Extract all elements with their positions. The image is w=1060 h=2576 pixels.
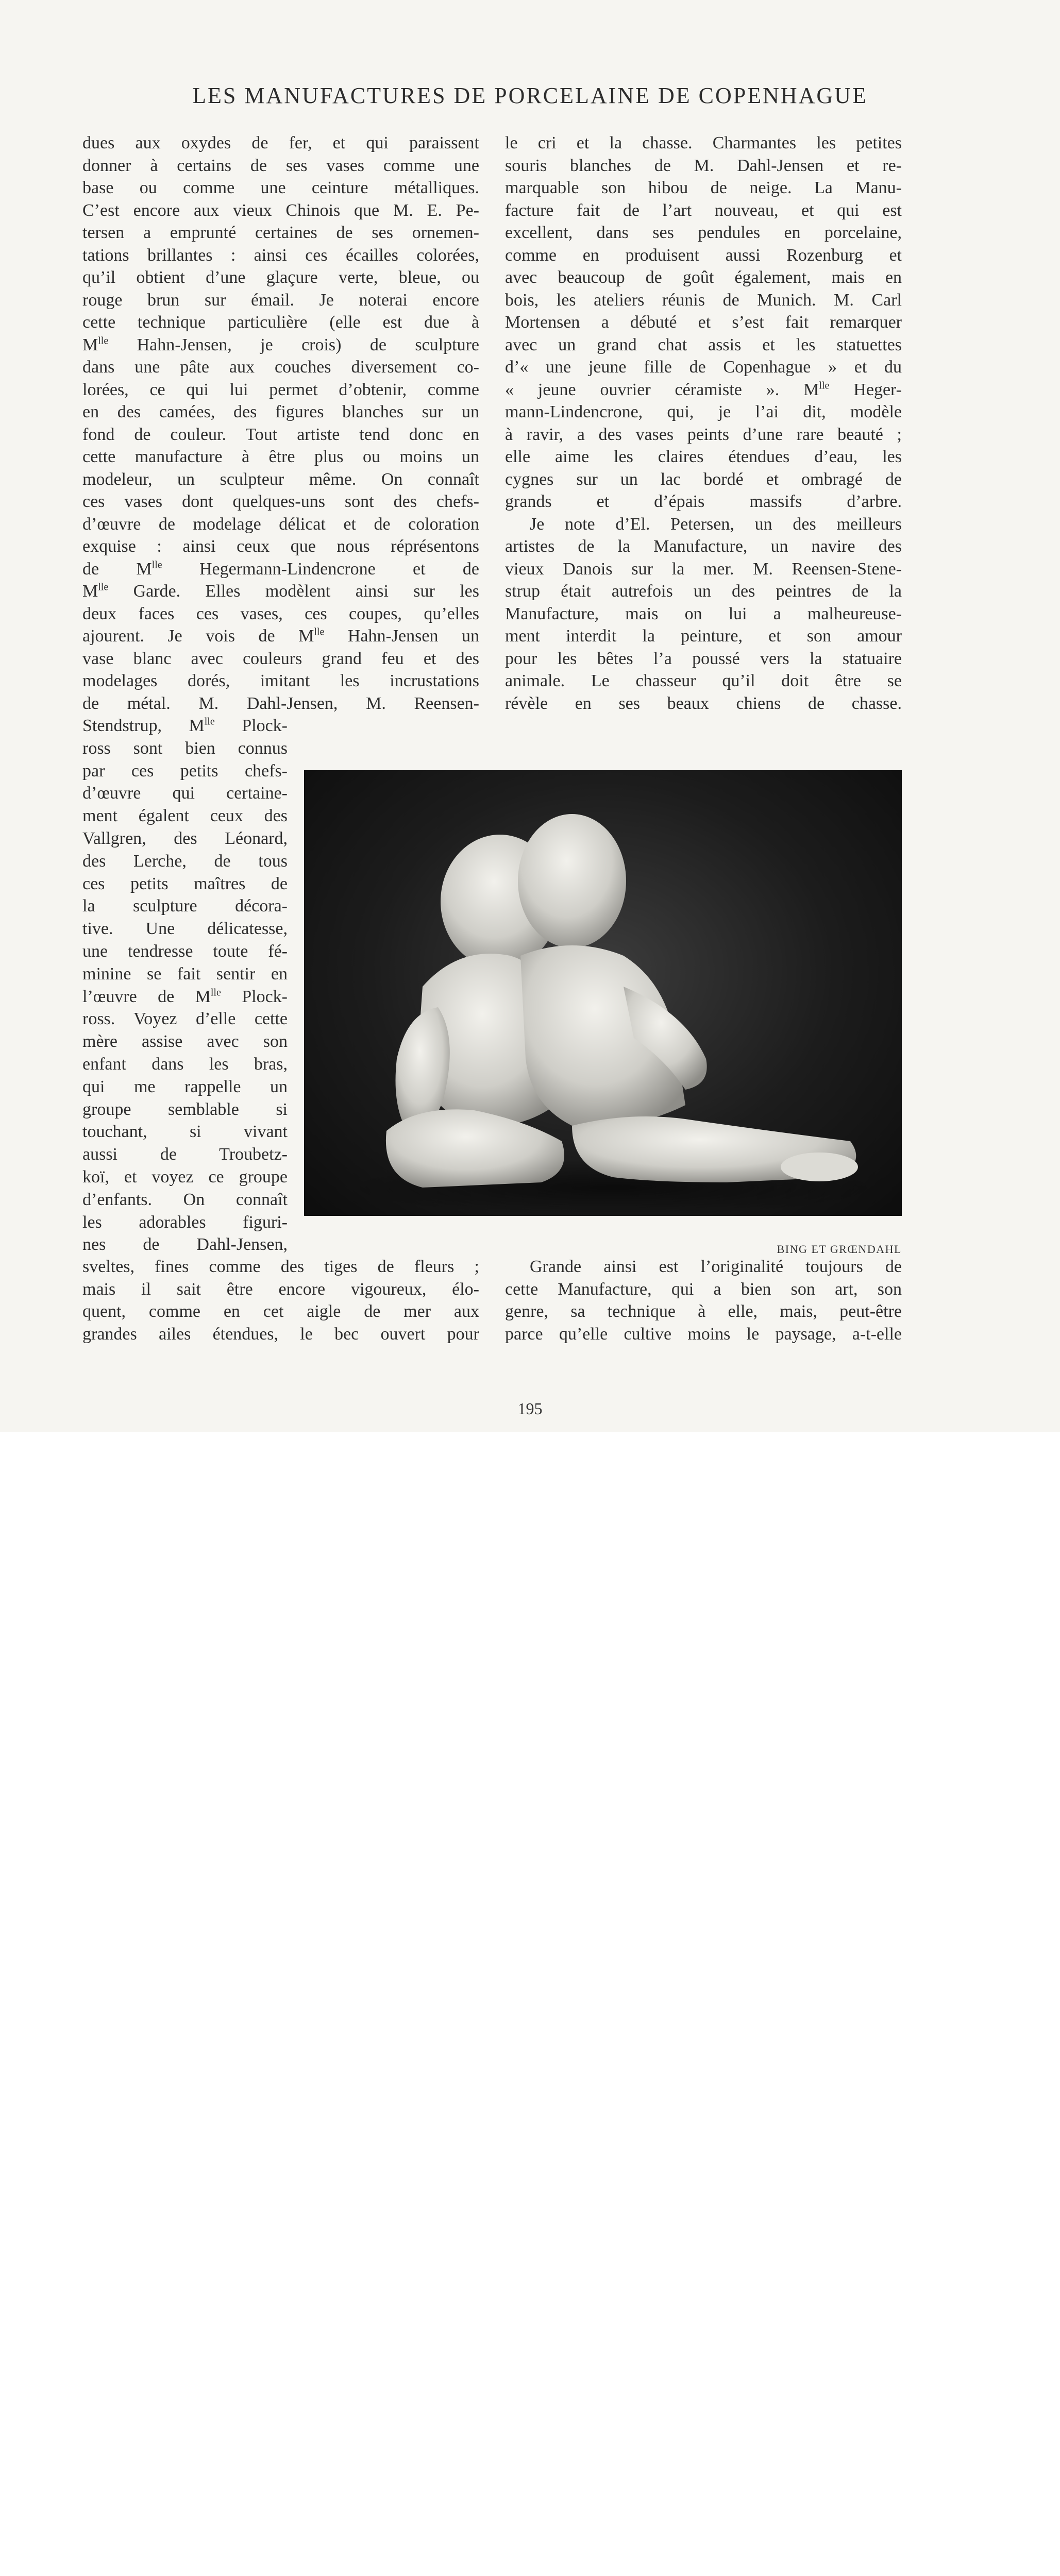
text-line: mais il sait être encore vigoureux, élo- [82, 1279, 479, 1299]
text-line: koï, et voyez ce groupe [82, 1167, 288, 1187]
text-line: artistes de la Manufacture, un navire des [505, 537, 902, 556]
text-line: ces petits maîtres de [82, 874, 288, 893]
text-line: Vallgren, des Léonard, [82, 829, 288, 848]
text-line: mère assise avec son [82, 1032, 288, 1052]
text-line: à ravir, a des vases peints d’une rare beauté ; [505, 425, 902, 444]
text-line: pour les bêtes l’a poussé vers la statuaire [505, 649, 902, 668]
text-line: ment interdit la peinture, et son amour [505, 626, 902, 646]
text-line: d’« une jeune fille de Copenhague » et du [505, 358, 902, 377]
text-line: avec un grand chat assis et les statuettes [505, 335, 902, 354]
text-line: dans une pâte aux couches diversement co- [82, 358, 479, 377]
text-line: C’est encore aux vieux Chinois que M. E. Pe- [82, 200, 479, 220]
porcelain-figurine-photo [304, 770, 902, 1216]
text-line: lorées, ce qui lui permet d’obtenir, comme [82, 380, 479, 399]
text-line: nes de Dahl-Jensen, [82, 1235, 288, 1255]
text-line: ross. Voyez d’elle cette [82, 1009, 288, 1029]
text-line: strup était autrefois un des peintres de la [505, 582, 902, 601]
text-line: qu’il obtient d’une glaçure verte, bleue, ou [82, 268, 479, 287]
text-line: ajourent. Je vois de $M^{lle}$ Hahn-Jensen un [82, 626, 479, 646]
text-line: d’enfants. On connaît [82, 1190, 288, 1209]
text-line: marquable son hibou de neige. La Manu- [505, 178, 902, 197]
text-line: tersen a emprunté certaines de ses ornemen- [82, 223, 479, 242]
text-line: cette manufacture à être plus ou moins un [82, 447, 479, 466]
text-line: donner à certains de ses vases comme une [82, 156, 479, 175]
text-line: Manufacture, mais on lui a malheureuse- [505, 604, 902, 623]
text-line: la sculpture décora- [82, 896, 288, 916]
text-line: ment égalent ceux des [82, 806, 288, 826]
text-line: par ces petits chefs- [82, 761, 288, 781]
text-line: genre, sa technique à elle, mais, peut-être [505, 1302, 902, 1321]
text-line: exquise : ainsi ceux que nous réprésentons [82, 537, 479, 556]
text-line: en des camées, des figures blanches sur un [82, 402, 479, 421]
text-line: facture fait de l’art nouveau, et qui est [505, 200, 902, 220]
text-line: cette technique particulière (elle est due à [82, 313, 479, 332]
text-line: qui me rappelle un [82, 1077, 288, 1096]
text-line: sveltes, fines comme des tiges de fleurs ; [82, 1257, 479, 1276]
text-line: Grande ainsi est l’originalité toujours de [530, 1257, 902, 1276]
text-line: avec beaucoup de goût également, mais en [505, 268, 902, 287]
text-line: modelages dorés, imitant les incrustations [82, 671, 479, 690]
text-line: « jeune ouvrier céramiste ». $M^{lle}$ Heger- [505, 380, 902, 399]
text-line: l’œuvre de $M^{lle}$ Plock- [82, 987, 288, 1006]
text-line: Stendstrup, $M^{lle}$ Plock- [82, 716, 288, 735]
text-line: animale. Le chasseur qu’il doit être se [505, 671, 902, 690]
text-line: de $M^{lle}$ Hegermann-Lindencrone et de [82, 559, 479, 579]
two-children-figurine-illustration [304, 770, 902, 1216]
text-line: modeleur, un sculpteur même. On connaît [82, 469, 479, 489]
text-line: d’œuvre qui certaine- [82, 784, 288, 803]
text-line: enfant dans les bras, [82, 1055, 288, 1074]
text-line: dues aux oxydes de fer, et qui paraissent [82, 133, 479, 152]
text-line: excellent, dans ses pendules en porcelaine, [505, 223, 902, 242]
text-line: deux faces ces vases, ces coupes, qu’elles [82, 604, 479, 623]
text-line: fond de couleur. Tout artiste tend donc en [82, 425, 479, 444]
text-line: grands et d’épais massifs d’arbre. [505, 492, 902, 511]
text-line: mann-Lindencrone, qui, je l’ai dit, modèle [505, 402, 902, 421]
text-line: cette Manufacture, qui a bien son art, son [505, 1279, 902, 1299]
text-line: d’œuvre de modelage délicat et de coloration [82, 514, 479, 534]
figure-caption: BING ET GRŒNDAHL [777, 1243, 902, 1256]
text-line: des Lerche, de tous [82, 851, 288, 871]
text-line: vieux Danois sur la mer. M. Reensen-Stene- [505, 559, 902, 579]
text-line: Je note d’El. Petersen, un des meilleurs [530, 514, 902, 534]
text-line: ces vases dont quelques-uns sont des chefs- [82, 492, 479, 511]
text-line: les adorables figuri- [82, 1212, 288, 1232]
text-line: ross sont bien connus [82, 738, 288, 758]
text-line: comme en produisent aussi Rozenburg et [505, 245, 902, 265]
text-line: base ou comme une ceinture métalliques. [82, 178, 479, 197]
text-line: grandes ailes étendues, le bec ouvert pour [82, 1324, 479, 1344]
text-line: souris blanches de M. Dahl-Jensen et re- [505, 156, 902, 175]
text-line: $M^{lle}$ Hahn-Jensen, je crois) de sculpture [82, 335, 479, 354]
text-line: le cri et la chasse. Charmantes les petites [505, 133, 902, 152]
text-line: aussi de Troubetz- [82, 1145, 288, 1164]
text-line: touchant, si vivant [82, 1122, 288, 1142]
text-line: cygnes sur un lac bordé et ombragé de [505, 469, 902, 489]
text-line: $M^{lle}$ Garde. Elles modèlent ainsi sur les [82, 581, 479, 601]
text-line: rouge brun sur émail. Je noterai encore [82, 290, 479, 310]
running-head: LES MANUFACTURES DE PORCELAINE DE COPENHAGUE [192, 83, 868, 108]
text-line: parce qu’elle cultive moins le paysage, a-t-elle [505, 1324, 902, 1344]
text-line: quent, comme en cet aigle de mer aux [82, 1302, 479, 1321]
text-line: bois, les ateliers réunis de Munich. M. Carl [505, 290, 902, 310]
text-line: tations brillantes : ainsi ces écailles colorées, [82, 245, 479, 265]
text-line: tive. Une délicatesse, [82, 919, 288, 939]
page-number: 195 [517, 1399, 543, 1418]
text-line: révèle en ses beaux chiens de chasse. [505, 693, 902, 713]
text-line: vase blanc avec couleurs grand feu et des [82, 649, 479, 668]
text-line: groupe semblable si [82, 1099, 288, 1119]
text-line: minine se fait sentir en [82, 964, 288, 984]
footer [0, 1432, 1060, 1589]
text-line: elle aime les claires étendues d’eau, les [505, 447, 902, 466]
text-line: de métal. M. Dahl-Jensen, M. Reensen- [82, 693, 479, 713]
text-line: une tendresse toute fé- [82, 942, 288, 961]
text-line: Mortensen a débuté et s’est fait remarquer [505, 313, 902, 332]
